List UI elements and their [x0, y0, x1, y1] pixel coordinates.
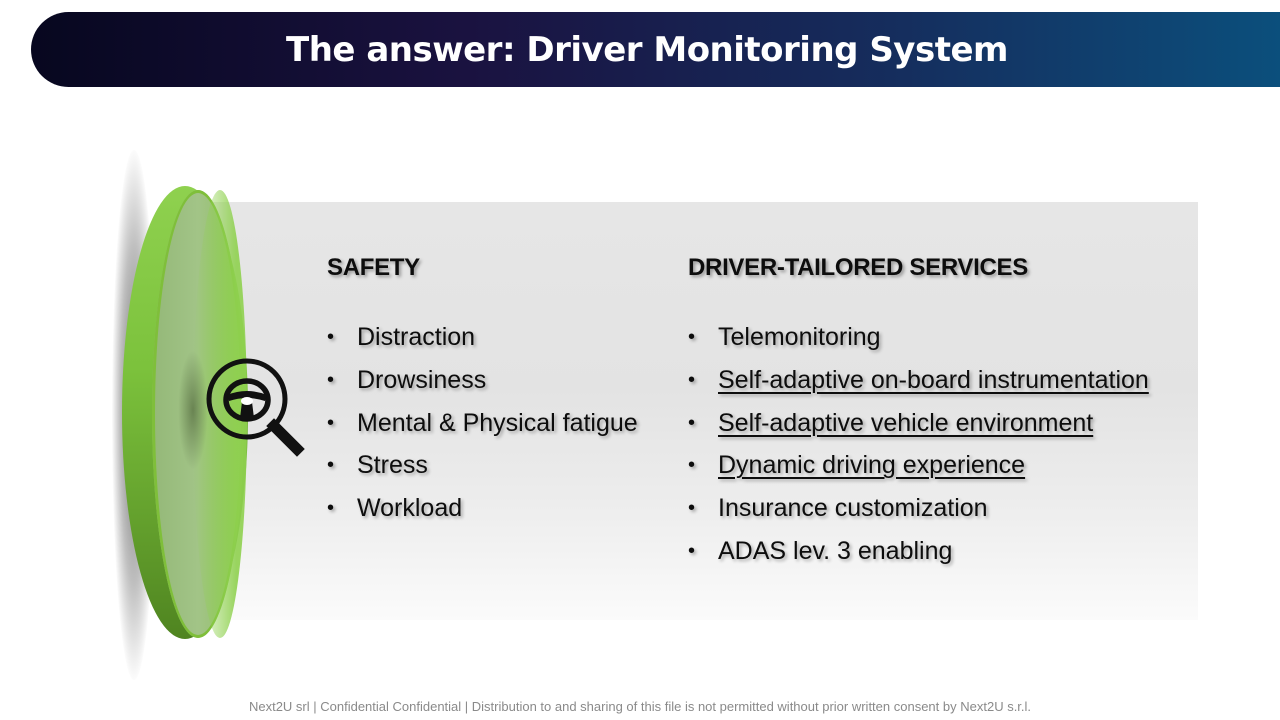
list-item	[327, 365, 638, 408]
safety-column	[327, 254, 638, 536]
list-item-label: Drowsiness	[357, 365, 487, 394]
bullet-icon: •	[688, 539, 696, 562]
services-column	[688, 254, 1149, 579]
bullet-icon: •	[688, 368, 696, 391]
green-disc-shade	[178, 350, 208, 470]
list-item-label: Distraction	[357, 323, 476, 351]
slide-title: The answer: Driver Monitoring System	[286, 30, 1008, 70]
safety-heading: SAFETY	[327, 254, 420, 281]
services-list	[688, 322, 1149, 579]
safety-list	[327, 322, 638, 536]
list-item-link[interactable]: Dynamic driving experience	[718, 451, 1026, 480]
list-item	[327, 493, 638, 536]
list-item[interactable]	[688, 365, 1149, 408]
list-item-label: Workload	[357, 494, 463, 523]
list-item-label: ADAS lev. 3 enabling	[718, 536, 953, 565]
list-item	[688, 322, 1149, 365]
list-item[interactable]	[688, 450, 1149, 493]
bullet-icon: •	[327, 454, 335, 477]
footer-text: Next2U srl | Confidential Confidential | Distribution to and sharing of this file is not permitted without prior written consent by Next2U s.r.l.	[248, 699, 1032, 714]
bullet-icon: •	[327, 326, 335, 348]
bullet-icon: •	[327, 411, 335, 434]
bullet-icon: •	[327, 497, 335, 520]
list-item	[327, 322, 638, 365]
list-item	[327, 450, 638, 493]
list-item	[327, 408, 638, 451]
list-item-label: Insurance customization	[718, 494, 988, 523]
list-item-label: Mental & Physical fatigue	[357, 408, 638, 437]
bullet-icon: •	[688, 454, 696, 477]
list-item	[688, 536, 1149, 579]
bullet-icon: •	[688, 411, 696, 434]
bullet-icon: •	[688, 497, 696, 520]
list-item[interactable]	[688, 408, 1149, 451]
bullet-icon: •	[688, 326, 696, 348]
list-item-label: Stress	[357, 451, 428, 480]
list-item	[688, 493, 1149, 536]
steering-wheel-search-icon	[205, 357, 305, 457]
bullet-icon: •	[327, 368, 335, 391]
list-item-label: Telemonitoring	[718, 323, 881, 351]
list-item-link[interactable]: Self-adaptive on-board instrumentation	[718, 365, 1149, 394]
services-heading: DRIVER-TAILORED SERVICES	[688, 254, 1028, 281]
list-item-link[interactable]: Self-adaptive vehicle environment	[718, 408, 1094, 437]
